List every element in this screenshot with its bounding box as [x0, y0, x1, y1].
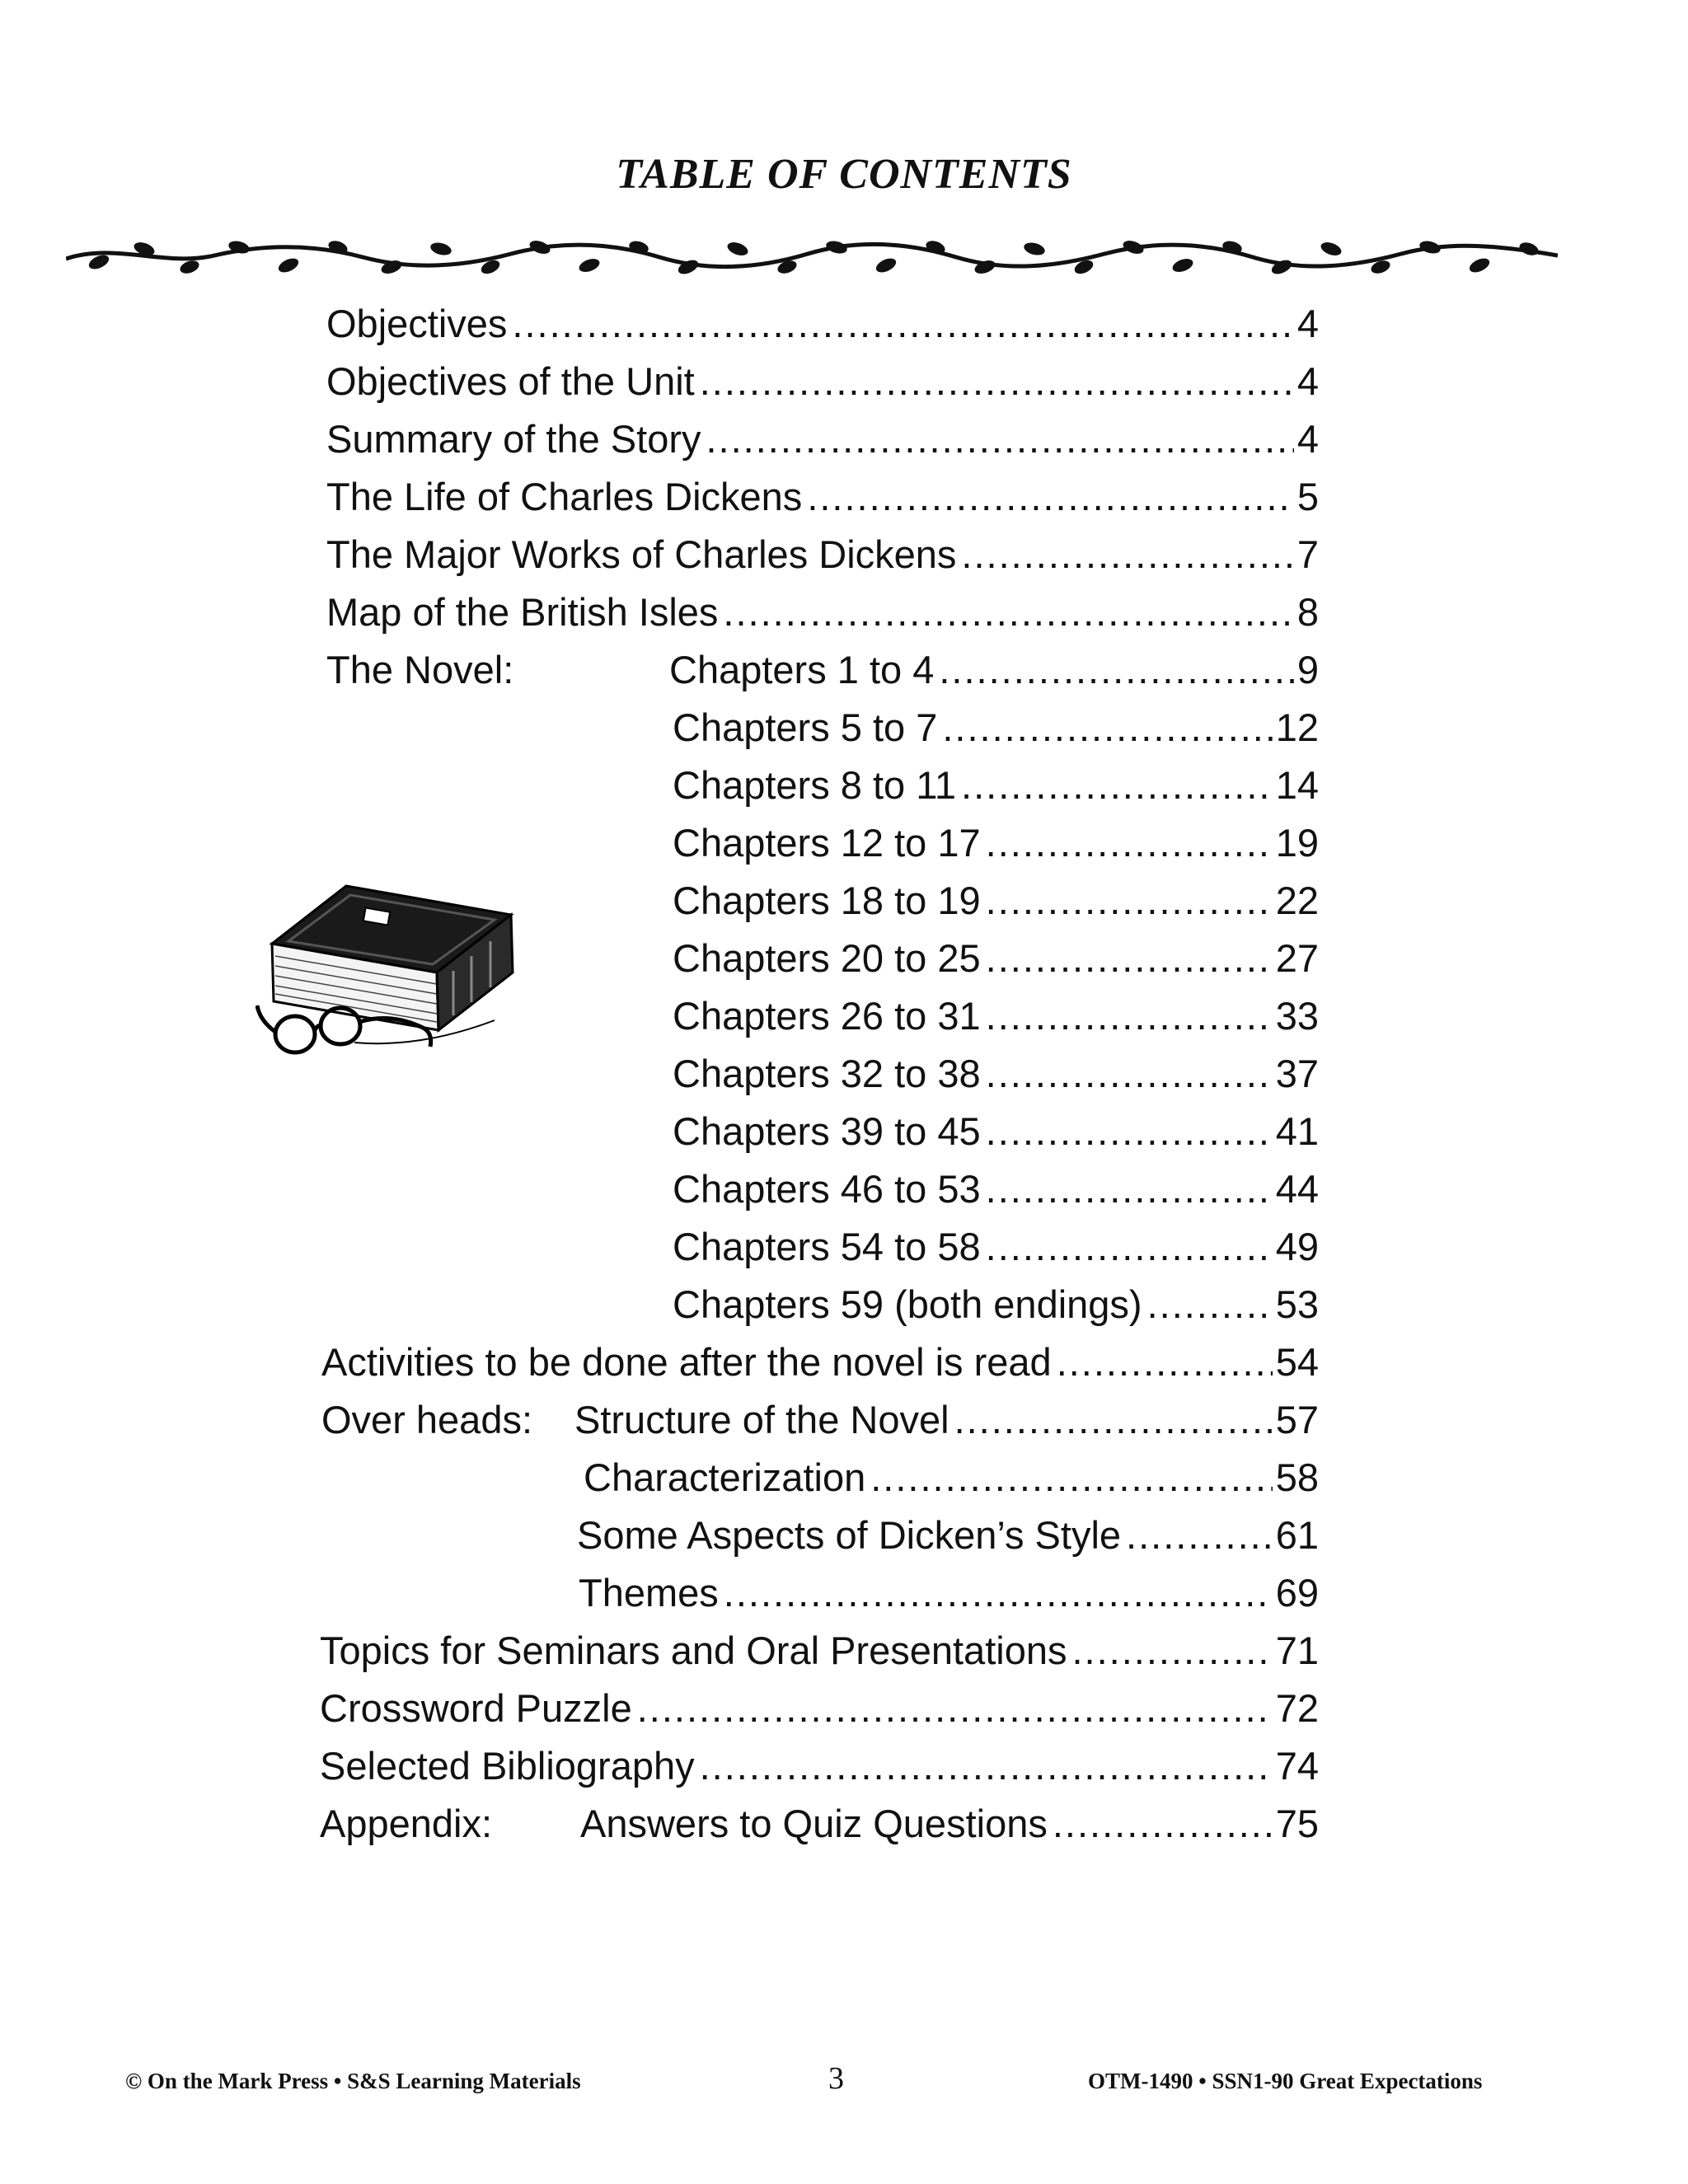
toc-entry-summary [326, 416, 1319, 467]
footer-left: © On the Mark Press • S&S Learning Materials [125, 2069, 581, 2093]
toc-page-number: 71 [1275, 1629, 1319, 1672]
toc-leader-dots [986, 935, 1273, 981]
toc-leader-dots [942, 705, 1272, 750]
toc-entry-appendix [580, 1801, 1319, 1852]
toc-page-number: 44 [1275, 1167, 1319, 1211]
toc-leader-dots [1126, 1512, 1273, 1558]
toc-label: Chapters 39 to 45 [673, 1109, 981, 1153]
toc-leader-dots [986, 1108, 1273, 1154]
toc-entry-topics [320, 1628, 1319, 1679]
toc-label: Crossword Puzzle [320, 1686, 632, 1730]
toc-entry-chapter [673, 1108, 1319, 1160]
toc-label: Answers to Quiz Questions [580, 1802, 1048, 1845]
toc-section-lead: Appendix: [320, 1802, 493, 1845]
toc-page-number: 72 [1275, 1686, 1319, 1730]
toc-entry-chapter [669, 647, 1319, 698]
toc-entry-chapter [673, 762, 1319, 813]
toc-entry-chapter [673, 935, 1319, 987]
toc-entry-chapter [673, 878, 1319, 929]
toc-leader-dots [1147, 1282, 1273, 1327]
toc-entry-overhead [584, 1455, 1319, 1506]
toc-page-number: 69 [1275, 1571, 1319, 1615]
toc-label: Chapters 54 to 58 [673, 1225, 981, 1268]
toc-leader-dots [954, 1397, 1273, 1442]
toc-page-number: 75 [1275, 1802, 1319, 1845]
toc-label: Chapters 59 (both endings) [673, 1282, 1142, 1326]
vine-divider-icon [66, 231, 1558, 280]
toc-page-number: 19 [1275, 821, 1319, 865]
toc-page-number: 5 [1296, 475, 1319, 518]
toc-page-number: 22 [1275, 879, 1319, 922]
toc-label: Structure of the Novel [574, 1398, 950, 1441]
toc-entry-life [326, 474, 1319, 525]
toc-page-number: 41 [1275, 1109, 1319, 1153]
toc-label: Chapters 1 to 4 [669, 648, 935, 691]
toc-page-number: 7 [1296, 532, 1319, 576]
toc-label: Activities to be done after the novel is read [321, 1340, 1052, 1384]
toc-leader-dots [986, 993, 1273, 1038]
toc-entry-chapter [673, 993, 1319, 1044]
toc-label: The Major Works of Charles Dickens [326, 532, 957, 576]
toc-entry-objectives-unit [326, 359, 1319, 410]
toc-label: Chapters 8 to 11 [673, 763, 957, 807]
toc-entry-map [326, 589, 1319, 640]
toc-page-number: 14 [1275, 763, 1319, 807]
toc-section-lead: The Novel: [326, 648, 514, 691]
toc-page-number: 4 [1296, 417, 1319, 461]
toc-label: Chapters 18 to 19 [673, 879, 981, 922]
toc-page-number: 54 [1275, 1340, 1319, 1384]
toc-label: Objectives of the Unit [326, 359, 695, 403]
toc-label: Objectives [326, 302, 508, 345]
toc-label: Selected Bibliography [320, 1744, 695, 1788]
footer-page-number: 3 [828, 2061, 844, 2096]
toc-leader-dots [512, 301, 1293, 346]
toc-leader-dots [961, 532, 1293, 577]
toc-page-number: 49 [1275, 1225, 1319, 1268]
toc-leader-dots [723, 589, 1293, 635]
footer-right: OTM-1490 • SSN1-90 Great Expectations [1088, 2069, 1483, 2093]
toc-entry-overhead [577, 1512, 1319, 1563]
page-title: TABLE OF CONTENTS [616, 151, 1072, 198]
toc-label: Chapters 5 to 7 [673, 705, 938, 749]
toc-label: The Life of Charles Dickens [326, 475, 803, 518]
toc-entry-crossword [320, 1685, 1319, 1736]
toc-page-number: 74 [1275, 1744, 1319, 1788]
toc-entry-chapter [673, 1224, 1319, 1275]
toc-page-number: 9 [1296, 648, 1319, 691]
toc-leader-dots [1071, 1628, 1272, 1673]
toc-page-number: 4 [1296, 359, 1319, 403]
toc-section-lead: Over heads: [321, 1398, 533, 1441]
toc-page-number: 4 [1296, 302, 1319, 345]
book-with-spectacles-icon [256, 874, 528, 1080]
toc-leader-dots [807, 474, 1294, 519]
toc-label: Map of the British Isles [326, 590, 719, 634]
toc-leader-dots [1057, 1339, 1273, 1385]
toc-page-number: 12 [1275, 705, 1319, 749]
toc-entry-activities [321, 1339, 1319, 1390]
toc-page-number: 37 [1275, 1052, 1319, 1095]
toc-leader-dots [986, 820, 1273, 865]
toc-leader-dots [961, 762, 1273, 808]
toc-label: Chapters 46 to 53 [673, 1167, 981, 1211]
toc-novel-lead [326, 647, 574, 698]
toc-leader-dots [637, 1685, 1273, 1731]
toc-leader-dots [700, 1743, 1273, 1788]
toc-entry-chapter [673, 705, 1319, 756]
toc-leader-dots [870, 1455, 1273, 1500]
toc-leader-dots [986, 878, 1273, 923]
toc-leader-dots [1053, 1801, 1273, 1846]
toc-page-number: 57 [1275, 1398, 1319, 1441]
toc-appendix-lead [320, 1801, 567, 1852]
toc-entry-chapter [673, 820, 1319, 871]
toc-overheads-lead [321, 1397, 569, 1448]
toc-page-number: 27 [1275, 936, 1319, 980]
toc-label: Some Aspects of Dicken’s Style [577, 1513, 1122, 1557]
toc-page-number: 58 [1275, 1455, 1319, 1499]
toc-label: Chapters 12 to 17 [673, 821, 981, 865]
toc-page-number: 61 [1275, 1513, 1319, 1557]
toc-label: Characterization [584, 1455, 866, 1499]
toc-entry-chapter [673, 1282, 1319, 1333]
toc-label: Summary of the Story [326, 417, 701, 461]
toc-entry-chapter [673, 1166, 1319, 1217]
toc-leader-dots [986, 1051, 1273, 1096]
toc-label: Chapters 20 to 25 [673, 936, 981, 980]
toc-leader-dots [986, 1224, 1273, 1269]
toc-leader-dots [939, 647, 1294, 692]
toc-entry-objectives [326, 301, 1319, 352]
toc-label: Themes [579, 1571, 719, 1615]
toc-entry-chapter [673, 1051, 1319, 1102]
toc-entry-overhead [574, 1397, 1319, 1448]
toc-label: Topics for Seminars and Oral Presentations [320, 1629, 1067, 1672]
toc-leader-dots [700, 359, 1294, 404]
toc-page-number: 53 [1275, 1282, 1319, 1326]
toc-leader-dots [986, 1166, 1273, 1212]
toc-label: Chapters 26 to 31 [673, 994, 981, 1038]
toc-page-number: 8 [1296, 590, 1319, 634]
toc-entry-major-works [326, 532, 1319, 583]
toc-entry-bibliography [320, 1743, 1319, 1794]
toc-entry-overhead [579, 1570, 1319, 1621]
toc-leader-dots [724, 1570, 1273, 1615]
toc-leader-dots [706, 416, 1294, 462]
toc-label: Chapters 32 to 38 [673, 1052, 981, 1095]
toc-page-number: 33 [1275, 994, 1319, 1038]
